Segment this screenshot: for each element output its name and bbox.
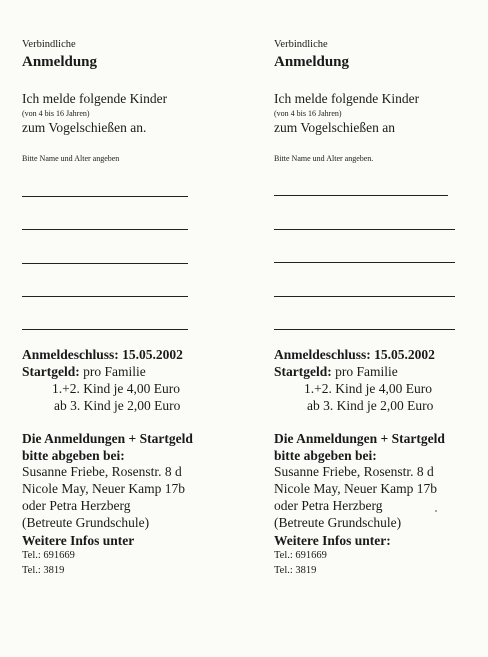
name-entry-line-3[interactable]: [274, 262, 455, 263]
form-intro: Verbindliche: [22, 39, 76, 50]
name-entry-line-5[interactable]: [274, 329, 455, 330]
contact-4: (Betreute Grundschule): [22, 515, 150, 530]
fee-line-1: 1.+2. Kind je 4,00 Euro: [304, 381, 432, 396]
contact-1: Susanne Friebe, Rosenstr. 8 d: [22, 464, 182, 479]
name-entry-line-2[interactable]: [22, 229, 188, 230]
contact-3: oder Petra Herzberg: [22, 498, 131, 513]
name-entry-line-4[interactable]: [274, 296, 455, 297]
deadline: Anmeldeschluss: 15.05.2002: [22, 347, 183, 362]
name-entry-line-1[interactable]: [274, 195, 448, 196]
name-entry-line-4[interactable]: [22, 296, 188, 297]
entry-fee-text: pro Familie: [79, 364, 146, 379]
age-note: (von 4 bis 16 Jahren): [274, 109, 342, 118]
name-entry-line-2[interactable]: [274, 229, 455, 230]
entry-fee-text: pro Familie: [331, 364, 398, 379]
phone-2: Tel.: 3819: [22, 565, 65, 576]
fee-line-1: 1.+2. Kind je 4,00 Euro: [52, 381, 180, 396]
registration-line-1: Ich melde folgende Kinder: [22, 91, 168, 106]
fee-line-2: ab 3. Kind je 2,00 Euro: [307, 398, 434, 413]
contact-1: Susanne Friebe, Rosenstr. 8 d: [274, 464, 434, 479]
registration-line-2: zum Vogelschießen an.: [22, 120, 147, 135]
more-info: Weitere Infos unter:: [274, 533, 391, 548]
submit-line-1: Die Anmeldungen + Startgeld: [274, 431, 445, 446]
age-note: (von 4 bis 16 Jahren): [22, 109, 90, 118]
name-entry-line-1[interactable]: [22, 196, 188, 197]
submit-line-2: bitte abgeben bei:: [274, 448, 377, 463]
registration-line-2: zum Vogelschießen an: [274, 120, 395, 135]
name-age-instruction: Bitte Name und Alter angeben: [22, 154, 120, 163]
phone-1: Tel.: 691669: [274, 550, 327, 561]
registration-form-left: [22, 0, 252, 657]
deadline: Anmeldeschluss: 15.05.2002: [274, 347, 435, 362]
phone-1: Tel.: 691669: [22, 550, 75, 561]
name-age-instruction: Bitte Name und Alter angeben.: [274, 154, 374, 163]
entry-fee: [274, 364, 398, 380]
form-intro: Verbindliche: [274, 39, 328, 50]
submit-line-1: Die Anmeldungen + Startgeld: [22, 431, 193, 446]
contact-2: Nicole May, Neuer Kamp 17b: [22, 481, 185, 496]
entry-fee-label: Startgeld:: [22, 364, 80, 379]
contact-2: Nicole May, Neuer Kamp 17b: [274, 481, 437, 496]
scan-speck: [435, 510, 437, 512]
registration-line-1: Ich melde folgende Kinder: [274, 91, 420, 106]
entry-fee-label: Startgeld:: [274, 364, 332, 379]
name-entry-line-3[interactable]: [22, 263, 188, 264]
phone-2: Tel.: 3819: [274, 565, 317, 576]
name-entry-line-5[interactable]: [22, 329, 188, 330]
entry-fee: [22, 364, 146, 380]
fee-line-2: ab 3. Kind je 2,00 Euro: [54, 398, 181, 413]
form-title: Anmeldung: [22, 54, 98, 70]
registration-form-right: [274, 0, 488, 657]
more-info: Weitere Infos unter: [22, 533, 135, 548]
form-title: Anmeldung: [274, 54, 350, 70]
contact-3: oder Petra Herzberg: [274, 498, 383, 513]
contact-4: (Betreute Grundschule): [274, 515, 402, 530]
submit-line-2: bitte abgeben bei:: [22, 448, 125, 463]
